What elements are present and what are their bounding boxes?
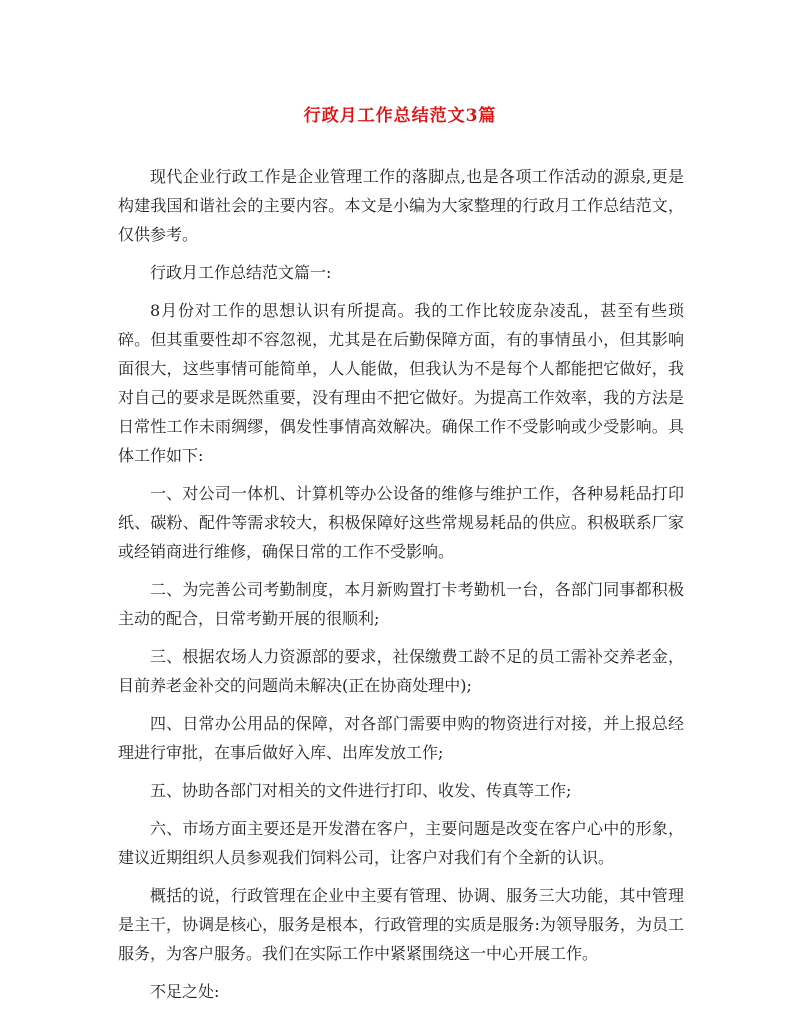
document-title: 行政月工作总结范文3篇 [303, 106, 497, 126]
paragraph-item-1: 一、对公司一体机、计算机等办公设备的维修与维护工作，各种易耗品打印纸、碳粉、配件等需求较大，积极保障好这些常规易耗品的供应。积极联系厂家或经销商进行维修，确保日常的工作不受影响。 [118, 484, 684, 561]
paragraph-item-4: 四、日常办公用品的保障，对各部门需要申购的物资进行对接，并上报总经理进行审批，在事后做好入库、出库发放工作; [118, 714, 684, 762]
document-body [118, 162, 684, 1015]
paragraph-item-6: 六、市场方面主要还是开发潜在客户，主要问题是改变在客户心中的形象，建议近期组织人员参观我们饲料公司，让客户对我们有个全新的认识。 [118, 819, 684, 867]
paragraph-shortcomings-heading: 不足之处: [150, 982, 220, 1001]
paragraph-item-5: 五、协助各部门对相关的文件进行打印、收发、传真等工作; [150, 781, 572, 800]
paragraph-item-3: 三、根据农场人力资源部的要求，社保缴费工龄不足的员工需补交养老金，目前养老金补交的问题尚未解决(正在协商处理中); [118, 647, 684, 695]
paragraph-item-2: 二、为完善公司考勤制度，本月新购置打卡考勤机一台，各部门同事都积极主动的配合，日常考勤开展的很顺利; [118, 580, 684, 628]
paragraph-intro: 现代企业行政工作是企业管理工作的落脚点,也是各项工作活动的源泉,更是构建我国和谐社会的主要内容。本文是小编为大家整理的行政月工作总结范文，仅供参考。 [118, 167, 684, 244]
paragraph-august-reflection: 8月份对工作的思想认识有所提高。我的工作比较庞杂凌乱，甚至有些琐碎。但其重要性却不容忽视，尤其是在后勤保障方面，有的事情虽小，但其影响面很大，这些事情可能简单，人人能做，但我认为不是每个人都能把它做好，我对自己的要求是既然重要，没有理由不把它做好。为提高工作效率，我的方法是日常性工作未雨绸缪，偶发性事情高效解决。确保工作不受影响或少受影响。具体工作如下: [118, 301, 684, 465]
paragraph-summary: 概括的说，行政管理在企业中主要有管理、协调、服务三大功能，其中管理是主干，协调是核心，服务是根本，行政管理的实质是服务:为领导服务，为员工服务，为客户服务。我们在实际工作中紧紧围绕这一中心开展工作。 [118, 886, 684, 963]
paragraph-section-heading: 行政月工作总结范文篇一: [150, 263, 332, 282]
